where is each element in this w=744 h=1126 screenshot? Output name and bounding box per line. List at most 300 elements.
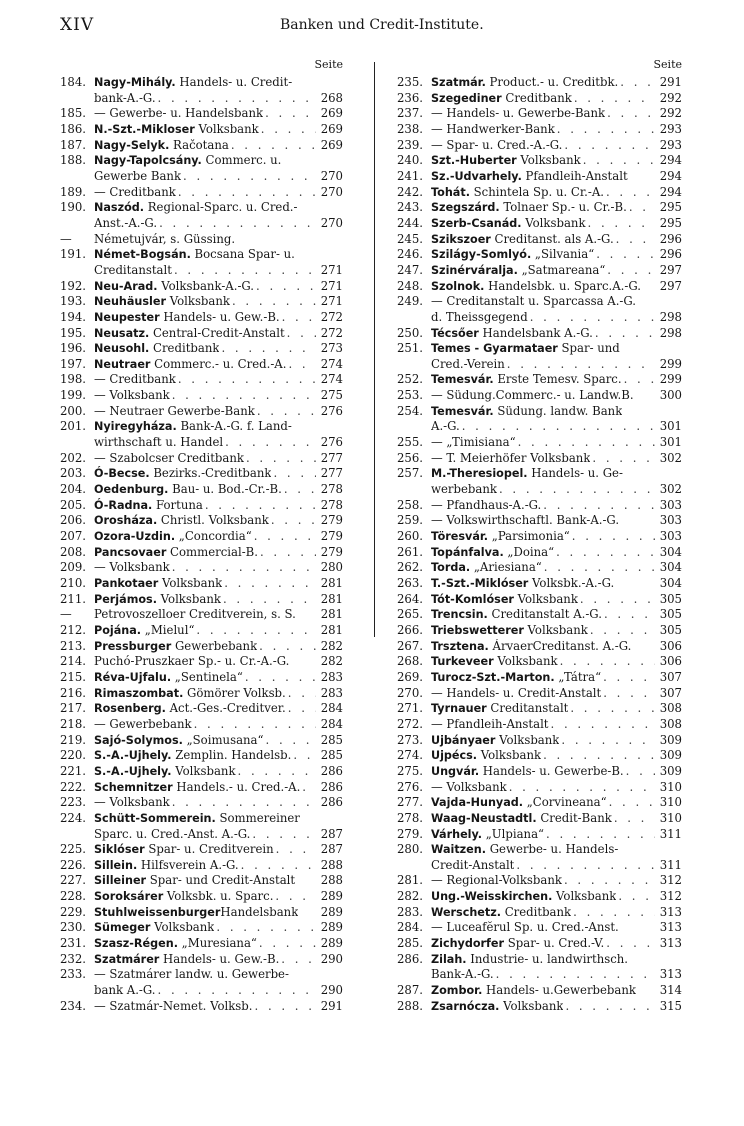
dot-leader	[514, 858, 655, 874]
entry-number: 257.	[397, 466, 424, 481]
entry-text: Szt.-Huberter Volksbank	[431, 153, 581, 168]
index-entry	[60, 858, 343, 874]
page-ref: 281	[320, 576, 343, 590]
index-entry	[60, 482, 343, 498]
index-entry	[397, 545, 682, 561]
entry-line	[431, 247, 682, 263]
entry-line	[431, 466, 682, 482]
entry-line	[94, 388, 343, 404]
place-name: Naszód.	[94, 201, 145, 215]
page-ref: 313	[659, 904, 682, 919]
place-name: Pancsovaer	[94, 545, 167, 559]
entry-text: Turkeveer Volksbank	[431, 654, 558, 669]
dot-leader	[264, 733, 316, 749]
entry-body	[94, 341, 343, 357]
entry-body	[94, 310, 343, 326]
place-name: Waag-Neustadtl.	[431, 811, 537, 825]
index-entry	[397, 372, 682, 388]
entry-text: d. Theissgegend	[431, 309, 528, 324]
entry-text: Neupester Handels- u. Gew.-B.	[94, 309, 280, 324]
dot-leader	[269, 513, 316, 529]
column-divider	[374, 62, 375, 637]
place-name: Szt.-Huberter	[431, 154, 517, 168]
entry-text: — Luceafĕrul Sp. u. Cred.-Anst.	[431, 920, 619, 935]
entry-number: 216.	[60, 685, 87, 700]
dot-leader	[571, 905, 655, 921]
entry-text: Ujpécs. Volksbank	[431, 748, 542, 763]
entry-number: 267.	[397, 638, 424, 653]
place-name: Neusatz.	[94, 326, 150, 340]
entry-body	[431, 185, 682, 201]
page-ref: 291	[659, 75, 682, 89]
page-ref: 285	[320, 732, 343, 747]
page-ref: 271	[320, 294, 343, 309]
entry-line	[431, 122, 682, 138]
entry-line	[431, 592, 682, 608]
dot-leader	[605, 263, 655, 279]
entry-number: 225.	[60, 842, 87, 857]
entry-text: Sillein. Hilfsverein A.-G.	[94, 857, 239, 872]
entry-number: 201.	[60, 419, 87, 434]
entry-text: Ó-Radna. Fortuna	[94, 497, 203, 512]
page-ref: 277	[320, 466, 343, 481]
index-entry	[60, 404, 343, 420]
entry-text: S.-A.-Ujhely. Volksbank	[94, 763, 236, 778]
entry-number: 237.	[397, 106, 424, 121]
entry-number: 254.	[397, 403, 424, 418]
entry-number: 238.	[397, 121, 424, 136]
index-entry	[397, 983, 682, 999]
entry-body	[94, 232, 343, 248]
dot-leader	[562, 873, 655, 889]
index-entry	[60, 607, 343, 623]
index-entry	[397, 451, 682, 467]
entry-number: 287.	[397, 983, 424, 998]
place-name: Ó-Radna.	[94, 498, 153, 512]
page-ref: 292	[659, 90, 682, 105]
page-ref: 284	[320, 716, 343, 731]
entry-text: — Südung.Commerc.- u. Landw.B.	[431, 388, 634, 403]
page-ref: 277	[320, 450, 343, 465]
dot-leader	[223, 435, 316, 451]
entry-number: 278.	[397, 810, 424, 825]
entry-text: Ó-Becse. Bezirks.-Creditbank	[94, 466, 272, 481]
entry-line	[431, 905, 682, 921]
entry-line	[94, 216, 343, 232]
page-ref: 303	[659, 529, 682, 544]
page-ref: 292	[659, 106, 682, 121]
entry-line	[94, 153, 343, 169]
index-entry	[60, 967, 343, 998]
entry-body	[431, 138, 682, 154]
page-ref: 272	[320, 325, 343, 340]
entry-number: 211.	[60, 591, 87, 606]
place-name: Réva-Ujfalu.	[94, 670, 172, 684]
entry-number: 203.	[60, 466, 87, 481]
dot-leader	[622, 372, 655, 388]
page-ref: 304	[659, 560, 682, 575]
dot-leader	[257, 936, 316, 952]
index-entry	[60, 372, 343, 388]
entry-line	[431, 153, 682, 169]
entry-text: Sümeger Volksbank	[94, 920, 215, 935]
page-ref: 304	[659, 544, 682, 559]
entry-text: StuhlweissenburgerHandelsbank	[94, 904, 299, 919]
index-entry	[60, 247, 343, 278]
entry-line	[94, 999, 343, 1015]
entry-body	[431, 466, 682, 497]
entry-body	[94, 513, 343, 529]
place-name: Nyiregyháza.	[94, 420, 177, 434]
index-entry	[397, 654, 682, 670]
place-name: Turkeveer	[431, 655, 494, 669]
page-ref: 291	[320, 998, 343, 1013]
entry-text: Schütt-Sommerein. Sommereiner	[94, 810, 300, 825]
entry-number: 194.	[60, 309, 87, 324]
entry-line	[94, 780, 343, 796]
entry-line	[94, 560, 343, 576]
page-ref: 302	[659, 450, 682, 465]
entry-body	[431, 153, 682, 169]
page-number: XIV	[60, 15, 95, 35]
entry-number: 185.	[60, 106, 87, 121]
page-ref: 309	[659, 763, 682, 778]
entry-number: 204.	[60, 482, 87, 497]
page-ref: 270	[320, 215, 343, 230]
entry-number: 273.	[397, 732, 424, 747]
entry-line	[94, 764, 343, 780]
entry-body	[94, 670, 343, 686]
entry-body	[431, 91, 682, 107]
entry-body	[94, 920, 343, 936]
entry-number: 212.	[60, 622, 87, 637]
entry-number: 239.	[397, 137, 424, 152]
dot-leader	[497, 482, 655, 498]
entry-number: 223.	[60, 795, 87, 810]
index-entry	[397, 294, 682, 325]
index-entry	[60, 451, 343, 467]
dot-leader	[494, 967, 655, 983]
entry-line	[94, 905, 343, 921]
entry-body	[94, 795, 343, 811]
entry-line	[431, 75, 682, 91]
entry-number: 262.	[397, 560, 424, 575]
page-ref: 294	[659, 184, 682, 199]
index-entry	[397, 185, 682, 201]
dot-leader	[286, 357, 316, 373]
entry-line	[431, 91, 682, 107]
entry-number: 188.	[60, 153, 87, 168]
place-name: Siklóser	[94, 843, 145, 857]
entry-line	[431, 372, 682, 388]
entry-line	[94, 858, 343, 874]
entry-line	[431, 811, 682, 827]
left-entry-list	[60, 75, 343, 1014]
place-name: Szatmár.	[431, 76, 486, 89]
entry-text: bank-A.-G.	[94, 90, 156, 105]
entry-number: 191.	[60, 247, 87, 262]
entry-line	[431, 639, 682, 655]
dot-leader	[593, 326, 655, 342]
entry-text: — Handwerker-Bank	[431, 121, 555, 136]
page-ref: 273	[320, 341, 343, 356]
index-entry	[397, 873, 682, 889]
entry-body	[431, 451, 682, 467]
dot-leader	[590, 451, 655, 467]
entry-line	[94, 607, 343, 623]
entry-body	[431, 263, 682, 279]
page-ref: 286	[320, 795, 343, 810]
entry-body	[94, 592, 343, 608]
index-entry	[397, 607, 682, 623]
entry-body	[431, 920, 682, 936]
entry-text: — Volksbank	[431, 779, 507, 794]
entry-text: — Szatmár-Nemet. Volksb.	[94, 998, 253, 1013]
entry-body	[94, 842, 343, 858]
entry-text: Szasz-Régen. „Muresiana“	[94, 936, 257, 951]
place-name: Temes - Gyarmataer	[431, 342, 558, 356]
entry-line	[431, 967, 682, 983]
entry-body	[94, 889, 343, 905]
entry-body	[94, 733, 343, 749]
dot-leader	[285, 326, 316, 342]
entry-number: 220.	[60, 748, 87, 763]
place-name: Trencsin.	[431, 608, 488, 622]
page-ref: 295	[659, 200, 682, 215]
entry-text: — Pfandhaus-A.-G.	[431, 497, 542, 512]
entry-line	[431, 341, 682, 357]
entry-text: Pressburger Gewerbebank	[94, 638, 258, 653]
place-name: Oedenburg.	[94, 483, 169, 497]
entry-body	[94, 701, 343, 717]
page-ref: 313	[659, 920, 682, 935]
entry-number: 282.	[397, 889, 424, 904]
entry-line	[431, 764, 682, 780]
page-ref: 285	[320, 748, 343, 763]
page-ref: 313	[659, 936, 682, 951]
entry-line	[431, 748, 682, 764]
place-name: Szolnok.	[431, 279, 485, 293]
entry-text: Szegediner Creditbank	[431, 90, 572, 105]
place-name: Szikszoer	[431, 232, 491, 246]
entry-body	[431, 827, 682, 843]
dot-leader	[230, 294, 316, 310]
index-entry	[397, 670, 682, 686]
index-entry	[397, 639, 682, 655]
entry-text: Perjámos. Volksbank	[94, 591, 221, 606]
index-entry	[397, 106, 682, 122]
entry-number: 255.	[397, 435, 424, 450]
entry-line	[94, 279, 343, 295]
entry-text: — Gewerbebank	[94, 716, 192, 731]
dot-leader	[624, 764, 655, 780]
index-entry	[397, 936, 682, 952]
entry-number: 250.	[397, 325, 424, 340]
entry-body	[94, 764, 343, 780]
entry-line	[94, 936, 343, 952]
page-ref: 284	[320, 701, 343, 716]
entry-number: 190.	[60, 200, 87, 215]
entry-line	[94, 795, 343, 811]
entry-number: 187.	[60, 137, 87, 152]
place-name: Neu-Arad.	[94, 279, 158, 293]
entry-number: 261.	[397, 544, 424, 559]
index-entry	[397, 138, 682, 154]
page-ref: 271	[320, 278, 343, 293]
entry-line	[431, 498, 682, 514]
page-ref: 310	[659, 779, 682, 794]
entry-line	[94, 576, 343, 592]
entry-line	[431, 999, 682, 1015]
entry-body	[94, 498, 343, 514]
page-ref: 309	[659, 732, 682, 747]
entry-text: Szinérváralja. „Satmareana“	[431, 262, 606, 277]
dot-leader	[614, 232, 655, 248]
index-entry	[397, 780, 682, 796]
entry-line	[431, 263, 682, 279]
dot-leader	[229, 138, 316, 154]
entry-line	[94, 247, 343, 263]
entry-number: 271.	[397, 701, 424, 716]
entry-number: 252.	[397, 372, 424, 387]
entry-body	[94, 545, 343, 561]
entry-text: Nyiregyháza. Bank-A.-G. f. Land-	[94, 419, 292, 434]
entry-body	[431, 889, 682, 905]
entry-body	[94, 748, 343, 764]
entry-text: Nagy-Mihály. Handels- u. Credit-	[94, 75, 293, 89]
dot-leader	[253, 999, 316, 1015]
entry-number: 247.	[397, 262, 424, 277]
entry-body	[94, 326, 343, 342]
entry-text: Ozora-Uzdin. „Concordia“	[94, 529, 252, 544]
entry-line	[431, 279, 682, 295]
entry-body	[431, 764, 682, 780]
place-name: Szinérváralja.	[431, 263, 518, 277]
entry-line	[431, 404, 682, 420]
index-entry	[397, 811, 682, 827]
place-name: Stuhlweissenburger	[94, 905, 221, 919]
entry-body	[431, 560, 682, 576]
entry-number: 248.	[397, 278, 424, 293]
index-entry	[60, 654, 343, 670]
entry-number: 270.	[397, 685, 424, 700]
place-name: T.-Szt.-Miklóser	[431, 577, 529, 590]
dot-leader	[274, 842, 316, 858]
entry-line	[94, 122, 343, 138]
entry-text: Rosenberg. Act.-Ges.-Creditver.	[94, 701, 286, 716]
index-entry	[397, 920, 682, 936]
entry-number: 234.	[60, 998, 87, 1013]
entry-body	[431, 232, 682, 248]
entry-body	[94, 936, 343, 952]
dot-leader	[239, 858, 316, 874]
page-ref: 314	[659, 983, 682, 998]
index-entry	[60, 920, 343, 936]
dot-leader	[176, 372, 316, 388]
index-entry	[397, 279, 682, 295]
page-ref: 289	[320, 889, 343, 904]
entry-text: Sz.-Udvarhely. Pfandleih-Anstalt	[431, 168, 628, 183]
entry-text: Tohát. Schintela Sp. u. Cr.-A.	[431, 184, 604, 199]
index-entry	[397, 91, 682, 107]
entry-line	[94, 498, 343, 514]
index-entry	[397, 952, 682, 983]
entry-text: Szilágy-Somlyó. „Silvania“	[431, 247, 595, 262]
entry-body	[94, 999, 343, 1015]
entry-body	[431, 717, 682, 733]
entry-text: — Szabolcser Creditbank	[94, 450, 244, 465]
dot-leader	[588, 623, 655, 639]
page-ref: 299	[659, 356, 682, 371]
dot-leader	[192, 717, 316, 733]
entry-line	[431, 842, 682, 858]
index-entry	[60, 513, 343, 529]
entry-number: 217.	[60, 701, 87, 716]
entry-line	[431, 419, 682, 435]
entry-text: Zsarnócza. Volksbank	[431, 998, 564, 1013]
entry-body	[431, 372, 682, 388]
place-name: Sz.-Udvarhely.	[431, 169, 522, 183]
dot-leader	[271, 466, 316, 482]
entry-text: Pankotaer Volksbank	[94, 576, 223, 590]
page-ref: 306	[659, 638, 682, 653]
index-entry	[397, 200, 682, 216]
index-entry	[397, 576, 682, 592]
entry-text: Pancsovaer Commercial-B.	[94, 544, 258, 559]
entry-line	[94, 873, 343, 889]
page-ref: 301	[659, 435, 682, 450]
entry-text: — Volkswirthschaftl. Bank-A.-G.	[431, 513, 620, 528]
entry-text: Zichydorfer Spar- u. Cred.-V.	[431, 936, 605, 951]
entry-body	[431, 654, 682, 670]
index-entry	[60, 873, 343, 889]
index-entry	[60, 780, 343, 796]
entry-line	[431, 733, 682, 749]
index-entry	[60, 310, 343, 326]
entry-number: 275.	[397, 763, 424, 778]
entry-body	[431, 326, 682, 342]
entry-body	[431, 388, 682, 404]
entry-line	[94, 357, 343, 373]
entry-number: 227.	[60, 873, 87, 888]
page-ref: 307	[659, 685, 682, 700]
place-name: Pankotaer	[94, 577, 159, 590]
entry-number: 272.	[397, 716, 424, 731]
entry-text: — Szatmárer landw. u. Gewerbe-	[94, 967, 289, 982]
index-entry	[397, 764, 682, 780]
entry-number: 263.	[397, 576, 424, 590]
entry-number: 279.	[397, 826, 424, 841]
dot-leader	[507, 780, 655, 796]
entry-text: Topánfalva. „Doina“	[431, 544, 555, 559]
page-ref: 270	[320, 168, 343, 183]
place-name: Ung.-Weisskirchen.	[431, 890, 553, 904]
entry-body	[94, 372, 343, 388]
place-name: Tót-Komlóser	[431, 592, 514, 606]
entry-line	[94, 889, 343, 905]
index-entry	[60, 529, 343, 545]
page-ref: 269	[320, 137, 343, 152]
entry-text: Naszód. Regional-Sparc. u. Cred.-	[94, 200, 298, 215]
index-entry	[60, 200, 343, 231]
entry-line	[94, 717, 343, 733]
entry-body	[431, 435, 682, 451]
entry-body	[94, 294, 343, 310]
entry-text: — Handels- u. Credit-Anstalt	[431, 685, 602, 700]
entry-text: Trencsin. Creditanstalt A.-G.	[431, 607, 602, 622]
place-name: Ó-Becse.	[94, 467, 150, 481]
index-entry	[60, 106, 343, 122]
